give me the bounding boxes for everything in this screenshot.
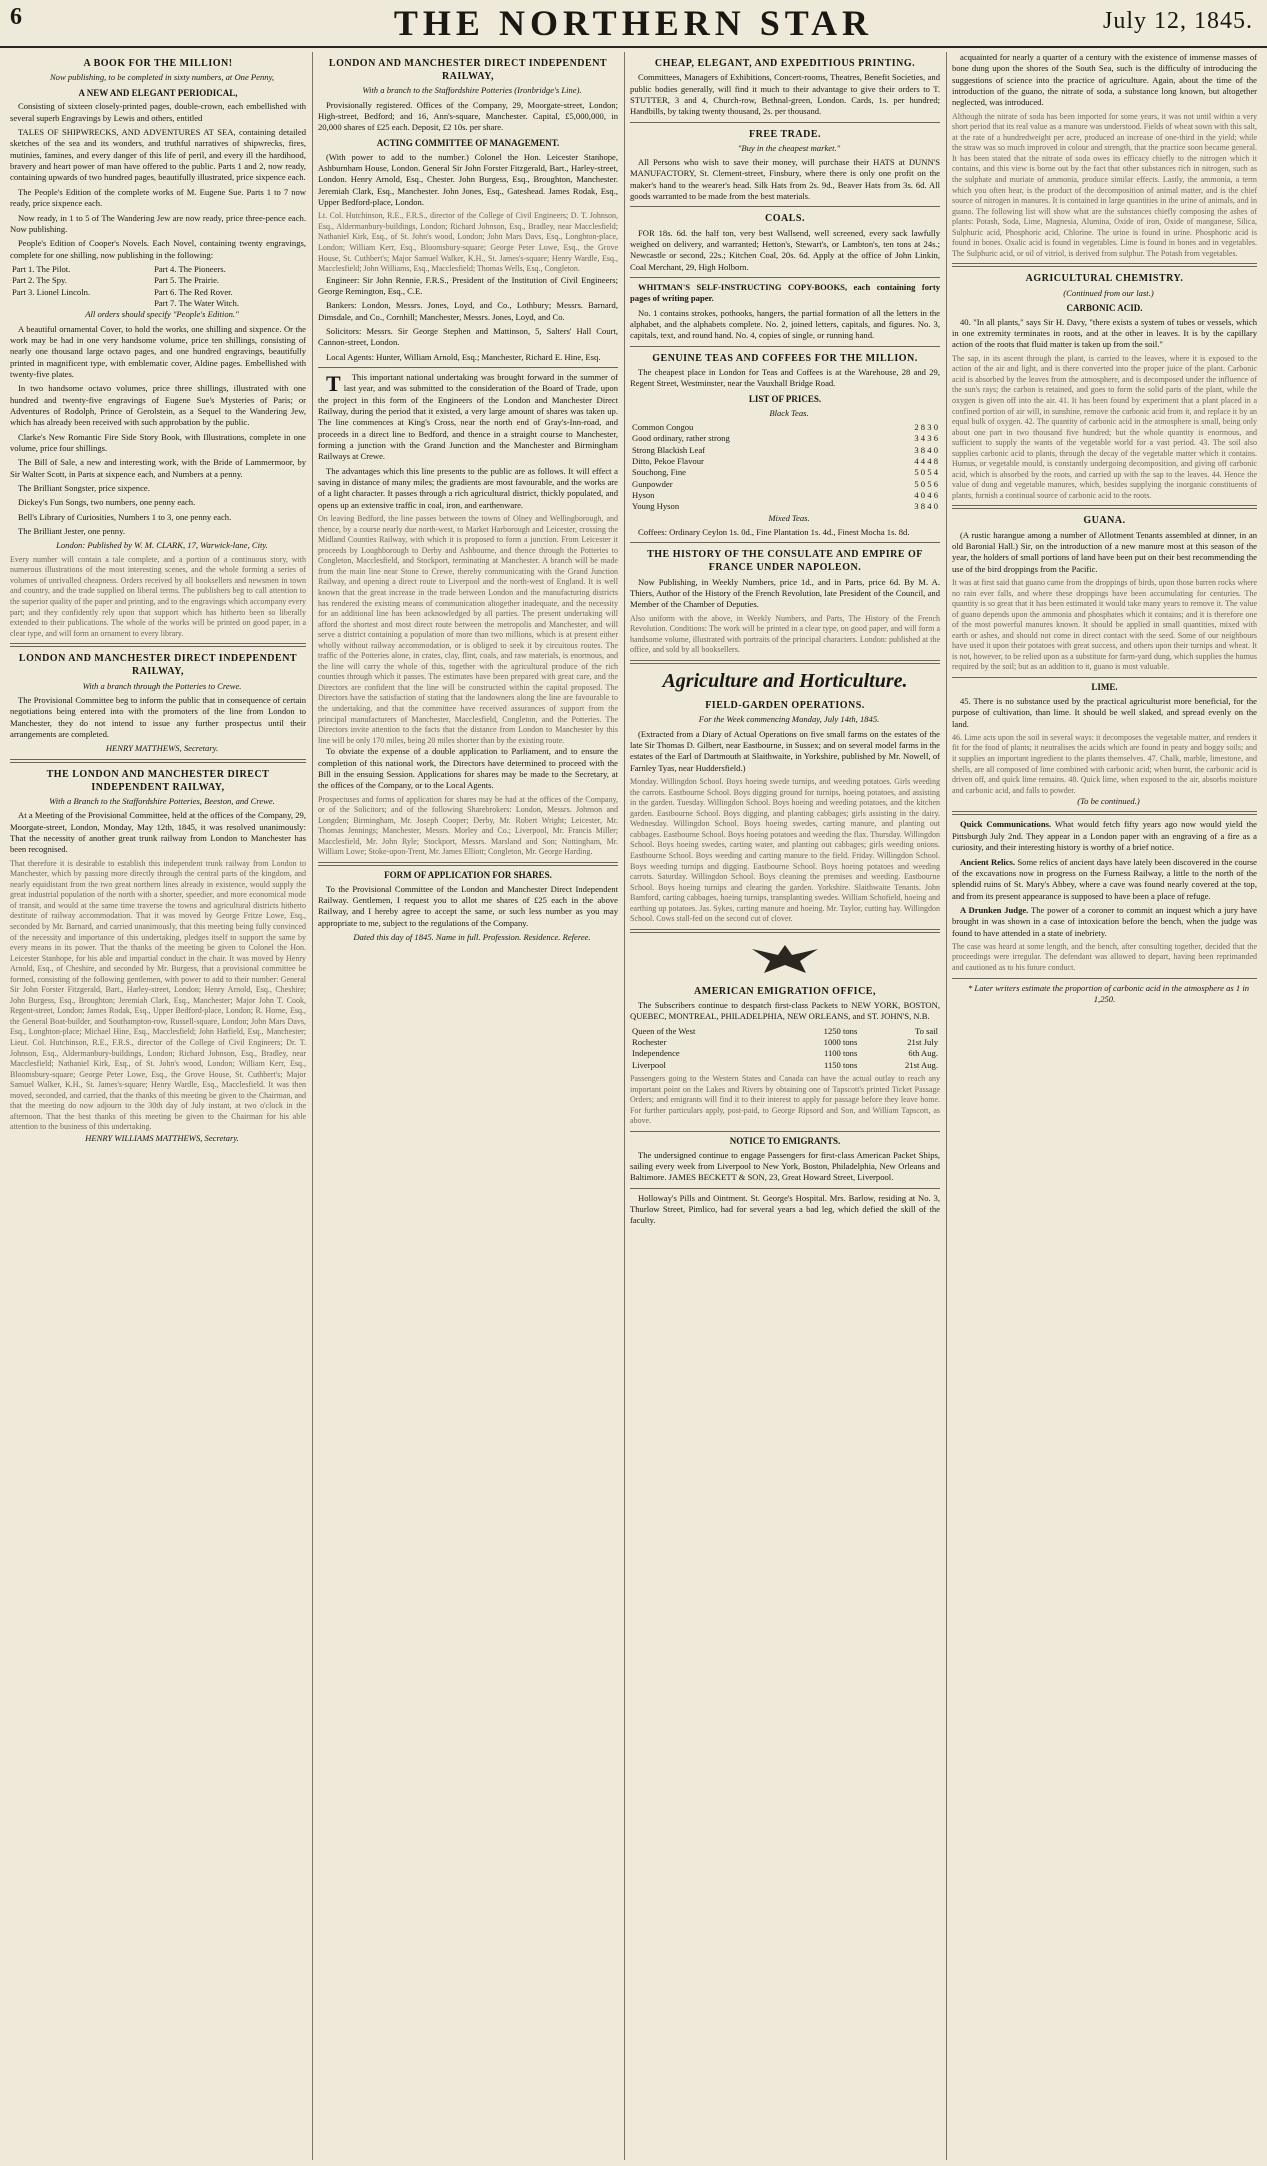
coals-text: FOR 18s. 6d. the half ton, very best Wallsend, well screened, every sack lawfully weighed on delivery, and warranted; Hetton's, Stewart's, or Lambton's, ten tons at 24s.; Newcastle or second, 22s.; Kitchen Coal, 20s. 6d. Apply at the office of John Linkin, Coal Merchant, 29, High Holborn. [630, 227, 940, 272]
guano-heading: GUANA. [1083, 515, 1126, 527]
dealers-note: All orders should specify "People's Edition." [85, 309, 239, 320]
chemistry-heading: AGRICULTURAL CHEMISTRY. [1025, 273, 1184, 285]
solicitors: Solicitors: Messrs. Sir George Stephen and Mattinson, 5, Salters' Hall Court, Cannon-street, London. [318, 326, 618, 348]
issue-date: July 12, 1845. [1102, 8, 1253, 34]
railway-capital: Provisionally registered. Offices of the Company, 29, Moorgate-street, London; High-street, Bedford; and 16, Ann's-square, Manchester. Capital, £5,000,000, in 20,000 shares of £25 each. Deposit, £2 10s. per share. [318, 99, 618, 133]
divider [952, 811, 1257, 815]
cooper-item: Part 2. The Spy. [12, 275, 67, 286]
form-text: To the Provisional Committee of the London and Manchester Direct Independent Railway. Gentlemen, I request you to allot me shares of £25 each in the above Railway, and I hereby agree to accept the same, or such less number as you may appropriate to me, subject to the regulations of the Company. [318, 883, 618, 928]
chemistry-text: 40. "In all plants," says Sir H. Davy, "there exists a system of tubes or vessels, which in one extremity terminates in roots, and at the other in leaves. It is by the capillary action of the roots that fluid matter is taken up from the soil." [952, 316, 1257, 350]
price-row: Common Congou 2 8 3 0 [632, 421, 938, 432]
divider [952, 505, 1257, 509]
divider [630, 929, 940, 933]
ship-row: Independence 1100 tons 6th Aug. [632, 1048, 938, 1059]
emigration-heading: AMERICAN EMIGRATION OFFICE, [694, 985, 876, 997]
column-4 [952, 52, 1257, 2160]
prospectus-text: T This important national undertaking was brought forward in the summer of last year, and was submitted to the consideration of the Board of Trade, upon the project in this form of the Engineers of the London and Manchester Direct Railway, during the period that it existed, a very large amount of shares was taken up. The line commences at King's Cross, near the north end of Gray's-Inn-road, and proceeds in a direct line to Bedford, and thence in a straight course to Manchester, forming a junction with the Grand Junction and the Manchester and Birmingham Railways at Crewe. [318, 371, 618, 462]
divider [630, 1131, 940, 1132]
divider [630, 542, 940, 543]
paragraph: Clarke's New Romantic Fire Side Story Book, with Illustrations, complete in one volume, price four shillings. [10, 431, 306, 454]
publisher-line: London: Published by W. M. CLARK, 17, Warwick-lane, City. [56, 540, 268, 551]
divider [952, 677, 1257, 678]
column-1 [10, 52, 306, 2160]
paragraph: The Brilliant Jester, one penny. [18, 526, 125, 537]
peoples-edition: The People's Edition of the complete works of M. Eugene Sue. Parts 1 to 7 now ready, price sixpence each. [10, 186, 306, 209]
body-text-block: The case was heard at some length, and the bench, after consulting together, decided that the proceedings were irregular. The defendant was allowed to depart, having been reprimanded and cautioned as to his future conduct. [952, 941, 1257, 973]
divider [952, 978, 1257, 979]
ship-row: Liverpool 1150 tons 21st Aug. [632, 1059, 938, 1070]
price-row: Good ordinary, rather strong 3 4 3 6 [632, 433, 938, 444]
divider [318, 367, 618, 368]
cheap-heading: CHEAP, ELEGANT, AND EXPEDITIOUS PRINTING. [654, 58, 916, 69]
masthead [0, 0, 1267, 48]
railway1-sub: With a branch through the Potteries to Crewe. [82, 680, 242, 691]
agriculture-heading: Agriculture and Horticulture. [662, 669, 908, 692]
eagle-emblem-icon [740, 939, 830, 979]
committee-text: (With power to add to the number.) Colonel the Hon. Leicester Stanhope, Ashburnham House, London. General Sir John Forster Fitzgerald, Bart., Harley-street, London. Henry Arnold, Esq., Chester. John Burgess, Esq., Broughton, Manchester. Jeremiah Clark, Esq., Manchester. John Jones, Esq., Gateshead. James Rodak, Esq., Upper Bedford-place, London. [318, 151, 618, 207]
drunken-judge: A Drunken Judge. The power of a coroner to commit an inquest which a jury have brought in was shown in a case of intoxication before the bench, when the judge was found to have attended in a state of inebriety. [952, 904, 1257, 938]
holloway-text: Holloway's Pills and Ointment. St. George's Hospital. Mrs. Barlow, residing at No. 3, Thurlow Street, Pimlico, had for several years a bad leg, which defied the skill of the faculty. [630, 1192, 940, 1226]
free-trade-tag: "Buy in the cheapest market." [737, 142, 841, 153]
paragraph: The Brilliant Songster, price sixpence. [18, 483, 150, 494]
cooper-item: Part 4. The Pioneers. [154, 263, 226, 274]
railway2-sub: With a Branch to the Staffordshire Potteries, Beeston, and Crewe. [49, 795, 275, 806]
railway1-text: The Provisional Committee beg to inform the public that in consequence of certain negotiations being entered into with the promoters of the line from London to Manchester, they do not intend to issue any further prospectus until their arrangements are completed. [10, 694, 306, 739]
cooper-item: Part 7. The Water Witch. [154, 297, 239, 308]
price-row: Souchong, Fine 5 0 5 4 [632, 467, 938, 478]
newspaper-title: THE NORTHERN STAR [393, 3, 874, 43]
prices-heading: LIST OF PRICES. [748, 393, 822, 404]
form-fields: Dated this day of 1845. Name in full. Profession. Residence. Referee. [353, 932, 591, 943]
divider [10, 759, 306, 763]
prospectus-text-2: The advantages which this line presents to the public are as follows. It will effect a saving in distance of many miles; the gradients are most favourable, and the works are of a light character. It passes through a rich agricultural district, thickly populated, and opens up an extensive traffic in coal, iron, and earthenware. [318, 465, 618, 510]
divider [952, 263, 1257, 267]
emigration-text: The Subscribers continue to despatch first-class Packets to NEW YORK, BOSTON, QUEBEC, MONTREAL, PHILADELPHIA, NEW ORLEANS, and ST. JOHN'S, N.B. [630, 1000, 940, 1022]
railway1-signature: HENRY MATTHEWS, Secretary. [105, 743, 219, 754]
body-text-block: Lt. Col. Hutchinson, R.E., F.R.S., director of the College of Civil Engineers; D. T. Johnson, Esq., Aldermanbury-buildings, London; Richard Johnson, Esq., Bradley, near Macclesfield; Nathaniel Kirk, Esq., of St. John's wood, London; John Mars Davs, Esq., Longhton-place, London; William Kerr, Esq., Bloomsbury-square; George Peter Lowe, Esq., the Grove House, St. Cuthbert's; Major Samuel Walker, K.H., St. James's-square; Henry Wardle, Esq., Macclesfield; John Williams, Esq., Macclesfield; Thomas Wells, Esq., Congleton. [318, 211, 618, 274]
free-trade-heading: FREE TRADE. [749, 128, 821, 140]
railway2-signature: HENRY WILLIAMS MATTHEWS, Secretary. [85, 1132, 239, 1143]
body-text-block: Every number will contain a tale complete, and a portion of a continuous story, with numerous illustrations of the most interesting scenes, and the whole forming a series of volumes of unrivalled cheapness. Orders received by all booksellers and newsmen in town and country, and the trade supplied on liberal terms. The publishers beg to call attention to the superior quality of the paper and printing, and to the engravings which accompany every part; and they confidently rely upon that support which has hitherto been so liberally extended to their publications. The whole of the works will be printed on good paper, in a clear type, and will form an ornament to every library. [10, 554, 306, 638]
chemistry-sub: (Continued from our last.) [1063, 287, 1154, 298]
history-text: Now Publishing, in Weekly Numbers, price 1d., and in Parts, price 6d. By M. A. Thiers, Author of the History of the French Revolution, late President of the Council, and Member of the Chamber of Deputies. [630, 576, 940, 610]
body-text-block: Passengers going to the Western States and Canada can have the actual outlay to reach any important point on the Lakes and Rivers by obtaining one of Tapscott's printed Ticket Passage Orders; and emigrants will find it to their interest to apply for passage before they leave home. For further particulars apply, post-paid, to George Ripsord and Son, and William Tapscott, as above. [630, 1074, 940, 1126]
body-text-block: Monday. Willingdon School. Boys hoeing swede turnips, and weeding potatoes. Girls weeding the carrots. Eastbourne School. Boys digging ground for turnips, hoeing potatoes, and assisting in the garden. Tuesday. Willingdon School. Boys hoeing and weeding potatoes, and the kitchen garden. Eastbourne School. Boys digging, and planting cabbages; girls assisting in the dairy. Wednesday. Willingdon School. Boys hoeing swedes, carting manure, and planting out cabbages. Eastbourne School. Boys hoeing potatoes and weeding the flax. Thursday. Willingdon School. Boys hoeing swedes, carting water, and planting out cabbages; girls weeding onions. Eastbourne School. Boys weeding and carting manure to the field. Friday. Willingdon School. Boys weeding turnips and digging. Eastbourne School. Boys hoeing potatoes and weeding carrots. Saturday. Willingdon School. Boys cleaning the premises and weeding. Eastbourne School. Boys hoeing turnips and clearing the garden. Yorkshire. Slaithwaite Tenants. John Bamford, carting cabbages, hoeing turnips, transplanting swedes. William Schofield, hoeing and earthing up potatoes. Jas. Sykes, carting manure and hoeing. Mr. Taylor, cutting hay. Willingdon School. Cows stall-fed on the second cut of clover. [630, 777, 940, 924]
cooper-item: Part 5. The Prairie. [154, 275, 220, 286]
periodical-text: Consisting of sixteen closely-printed pages, double-crown, each embellished with several superb Engravings by Lewis and others, entitled [10, 101, 306, 123]
footnote: * Later writers estimate the proportion of carbonic acid in the atmosphere as 1 in 1,250. [967, 982, 1250, 1004]
wandering-jew: Now ready, in 1 to 5 of The Wandering Jew are now ready, price three-pence each. Now publishing. [10, 212, 306, 234]
guano-text: (A rustic harangue among a number of Allotment Tenants assembled at dinner, in an old Baronial Hall.) Sir, on the introduction of a new manure most at this season of the year, the holders of small portions of land have been put on their best recommending the use of the bird droppings from the Pacific. [952, 529, 1257, 574]
teas-text: The cheapest place in London for Teas and Coffees is at the Warehouse, 28 and 29, Regent Street, Westminster, near the Vauxhall Bridge Road. [630, 366, 940, 389]
price-row: Strong Blackish Leaf 3 8 4 0 [632, 444, 938, 455]
divider [630, 277, 940, 278]
prices-sub: Black Teas. [769, 407, 809, 418]
column-rule [624, 52, 625, 2160]
body-text-block: It was at first said that guano came from the droppings of birds, upon those barren rocks where no rain ever falls, and where these droppings have been accumulating for centuries. The quantity is so great that it has been estimated it would take many years to remove it. The value of guano depends upon the ammonia and phosphates which it contains; and it is therefore one of the most powerful manures known. It should be applied in small quantities, mixed with earth or ashes, and should not come in direct contact with the seed. Some of our neighbours have used it upon their potatoes with great success, and others upon their turnips and wheat. It is not, however, to be relied upon as a substitute for farm-yard dung, which supplies the humus required by the soil; but as an addition to it, guano is most valuable. [952, 578, 1257, 672]
prospectus-text-3: To obviate the expense of a double application to Parliament, and to ensure the completion of this national work, the Directors have determined to proceed with the Bill in the ensuing Session. Applications for shares may be made to the Secretary, at the offices of the Company, or to the Local Agents. [318, 746, 618, 791]
free-trade-text: All Persons who wish to save their money, will purchase their HATS at DUNN'S MANUFACTORY, St. Clement-street, Finsbury, where there is only one profit on the maker's hand to the wearer's head. Silk Hats from 2s. 9d., Beaver Hats from 3s. 6d. All goods warranted to be made from the best materials. [630, 157, 940, 202]
agents: Local Agents: Hunter, William Arnold, Esq.; Manchester, Richard E. Hine, Esq. [326, 351, 601, 362]
price-row: Hyson 4 0 4 6 [632, 489, 938, 500]
divider [630, 1188, 940, 1189]
tales-text: TALES OF SHIPWRECKS, AND ADVENTURES AT SEA, containing detailed sketches of the sea and its wonders, and truthful narratives of shipwrecks, fires, mutinies, famines, and every danger of this life of peril, and every ill the hardihood, bravery and heart power of man have offered to the public. Parts 1 and 2, now ready, containing upwards of two hundred pages, beautifully illustrated, price sixpence each. [10, 127, 306, 183]
copy-text: No. 1 contains strokes, pothooks, hangers, the partial formation of all the letters in the alphabet, and the alphabets complete. No. 2, joined letters, capitals, and figures. No. 3, capitals, text, and round hand. No. 4, copies of single, or running hand. [630, 307, 940, 341]
page-number: 6 [10, 4, 22, 30]
body-text-block: Prospectuses and forms of application for shares may be had at the offices of the Company, or of the Solicitors; and of the following Sharebrokers: London, Messrs. Johnson and Longden; Birmingham, Mr. Joseph Cooper; Derby, Mr. Robert Wright; Leicester, Mr. Thomas Jennings; Manchester, Messrs. Morley and Co.; Liverpool, Mr. Francis Miller; Macclesfield, Mr. John Ryle; Stockport, Messrs. Marsland and Son; Nottingham, Mr. William Lowe; Stoke-upon-Trent, Mr. James Elliott; Congleton, Mr. George Harding. [318, 794, 618, 857]
body-text-block: The sap, in its ascent through the plant, is carried to the leaves, where it is exposed to the action of the air and light, and is there converted into the proper juice of the plant. Carbonic acid is absorbed by the leaves from the atmosphere, and is decomposed under the influence of the sun's rays; the carbon is retained, and goes to form the solid parts of the plant, while the oxygen is given off into the air. 41. It has been found by experiment that a plant placed in a confined portion of air will, in sunshine, remove the carbonic acid from it, and replace it by an equal bulk of oxygen. 42. The quantity of carbonic acid in the atmosphere is small, being only about one part in two thousand five hundred; but the whole quantity is enormous, and sufficient to supply the wants of the vegetable world for a vast period. 43. The soil also supplies carbonic acid to plants, through the decay of the vegetable matter which it contains. Humus, or vegetable mould, is constantly undergoing decomposition, and giving off carbonic acid, which is absorbed by the roots, and carried up with the sap to the leaves. 44. Hence the value of dung and vegetable manures, which, besides supplying the inorganic constituents of plants, furnish a continual source of carbonic acid to the roots. [952, 353, 1257, 500]
divider [630, 660, 940, 664]
lime-text: 45. There is no substance used by the practical agriculturist more beneficial, for the purpose of cultivation, than lime. It should be well slaked, and spread evenly on the land. [952, 695, 1257, 729]
price-row: Young Hyson 3 8 4 0 [632, 501, 938, 512]
coffees-text: Coffees: Ordinary Ceylon 1s. 0d., Fine Plantation 1s. 4d., Finest Mocha 1s. 8d. [638, 526, 910, 537]
paragraph: Bell's Library of Curiosities, Numbers 1 to 3, one penny each. [18, 511, 232, 522]
notice-text: The undersigned continue to engage Passengers for first-class American Packet Ships, sailing every week from Liverpool to New York, Boston, Philadelphia, New Orleans and Baltimore. JAMES BECKETT & SON, 23, Great Howard Street, Liverpool. [630, 1149, 940, 1183]
field-sub: For the Week commencing Monday, July 14th, 1845. [698, 714, 880, 725]
book-heading: A BOOK FOR THE MILLION! [83, 58, 233, 69]
ancient-relics: Ancient Relics. Some relics of ancient days have lately been discovered in the course of the excavations now in progress on the Furness Railway, a little to the north of the splendid ruins of St. Mary's Abbey, where a cave was found nearly covered at the top, and from its present appearance is supposed to have been a place of refuge. [952, 856, 1257, 901]
to-be-continued: (To be continued.) [1077, 796, 1140, 807]
railway1-heading: LONDON AND MANCHESTER DIRECT INDEPENDENT RAILWAY, [18, 653, 298, 678]
column-rule [946, 52, 947, 2160]
price-row: Ditto, Pekoe Flavour 4 4 4 8 [632, 455, 938, 466]
cheap-text: Committees, Managers of Exhibitions, Concert-rooms, Theatres, Benefit Societies, and public bodies generally, will find it much to their advantage to give their orders to T. STUTTER, 3 and 4, Church-row, Bethnal-green, London. Cards, 1s. per hundred; Handbills, by taking twenty thousand, 2s. per thousand. [630, 72, 940, 117]
railway-heading: LONDON AND MANCHESTER DIRECT INDEPENDENT RAILWAY, [328, 58, 608, 83]
column-3 [630, 52, 940, 2160]
ship-table [630, 1026, 940, 1071]
cooper-heading: People's Edition of Cooper's Novels. Each Novel, containing twenty engravings, complete for one shilling, now publishing in the following: [10, 238, 306, 260]
chemistry-label: CARBONIC ACID. [1066, 302, 1143, 313]
quick-communications: Quick Communications. What would fetch fifty years ago now would yield the Pittsburgh July 2nd. They appear in a London paper with an engraving of a fire as a curiosity, and their interesting history is worthy of a brief notice. [952, 819, 1257, 853]
paragraph: A beautiful ornamental Cover, to hold the works, one shilling and sixpence. Or the work may be had in one very handsome volume, price ten shillings, consisting of nearly one thousand large octavo pages, and one hundred engravings, beautifully printed in magnificent type, with emblematic cover, Aldine pages. Embellished with twenty-five plates. [10, 323, 306, 379]
divider [630, 346, 940, 347]
ship-row: Rochester 1000 tons 21st July [632, 1037, 938, 1048]
railway2-text: At a Meeting of the Provisional Committee, held at the offices of the Company, 29, Moorgate-street, London, Monday, May 12th, 1845, it was resolved unanimously: That the necessity of another great trunk railway from London to Manchester has been recognised. [10, 810, 306, 855]
price-list [630, 422, 940, 513]
railway2-heading: THE LONDON AND MANCHESTER DIRECT INDEPENDENT RAILWAY, [46, 768, 270, 793]
paragraph: In two handsome octavo volumes, price three shillings, illustrated with one hundred and twenty-five engravings of Eugene Sue's Mysteries of Paris; or Adventures of Rodolph, Prince of Gerolstein, as a Sequel to the Wandering Jew, which has already been received with such approbation by the public. [10, 383, 306, 428]
cooper-item: Part 6. The Red Rover. [154, 286, 233, 297]
railway-sub: With a branch to the Staffordshire Potteries (Ironbridge's Line). [362, 85, 582, 96]
field-text: (Extracted from a Diary of Actual Operations on five small farms on the estates of the late Sir Thomas D. Gilbert, near Eastbourne, in Sussex; and on several model farms in the estates of the Earl of Dartmouth at Slaithwaite, in Yorkshire, published by Mr. Nowell, of Farnley Tyas, near Huddersfield.) [630, 728, 940, 773]
body-text-block: That therefore it is desirable to establish this independent trunk railway from London to Manchester, which by passing more directly through the central parts of the kingdom, and nearly equidistant from the two great northern lines already in existence, would supply the great industrial population of the north with a shorter, speedier, and more economical mode of transit, and would at the same time traverse the towns and agricultural districts hitherto destitute of railway accommodation. That it was moved by George Fritze Lowe, Esq., seconded by Mr. Barnard, and carried unanimously, that this meeting being fully convinced of the necessity and importance of this undertaking, pledges itself to support the same by every means in its power. That the thanks of the meeting be given to Colonel the Hon. Leicester Stanhope, for his able and impartial conduct in the chair. It was moved by Henry Arnold, Esq., of Cheshire, and seconded by Mr. Burgess, that a provisional committee be formed, consisting of the following gentlemen, with power to add to their number: General Sir John Forster Fitzgerald, Bart., Harley-street, London; Henry Arnold, Esq., Cheshire; John Burgess, Esq., Broughton; Jeremiah Clark, Esq., Manchester; Major John T. Cook, Regent-street, London; James Rodak, Esq., Upper Bedford-place, London; R. Horne, Esq., the General Boat-builder, and Southampton-row, Russell-square, London; John Mars Davs, Esq., Longhton-place; Michael Hine, Esq., Macclesfield; John Hatfield, Esq., Manchester; Lieut. Col. Hutchinson, R.E., F.R.S., director of the College of Civil Engineers; Dr. T. Johnson, Esq., Aldermanbury-buildings, London; Richard Johnson, Esq., Bradley, near Macclesfield; Nathaniel Kirk, Esq., of St. John's wood, London; William Kerr, Esq., Bloomsbury-square; George Peter Lowe, Esq., the Grove House, St. Cuthbert's; Major Samuel Walker, K.H., St. James's-square; Henry Wardle, Esq., Macclesfield. It was then moved, seconded, and carried, that the thanks of this meeting be given to the Chairman, and that the meeting do now adjourn to the 30th day of July instant, at two o'clock in the afternoon. That the best thanks of this meeting be given to the Chairman for his able attention to the business of this undertaking. [10, 858, 306, 1132]
committee-heading: ACTING COMMITTEE OF MANAGEMENT. [376, 137, 560, 148]
engineer: Engineer: Sir John Rennie, F.R.S., President of the Institution of Civil Engineers; George Remington, Esq., C.E. [318, 274, 618, 296]
divider [630, 206, 940, 207]
price-row: Gunpowder 5 0 5 6 [632, 478, 938, 489]
body-text-block: On leaving Bedford, the line passes between the towns of Olney and Wellingborough, and thence, by a course nearly due north-west, to Market Harborough and Leicester, crossing the Midland Counties Railway, with which it is proposed to form a junction. From Leicester it proceeds by Loughborough to Derby and Ashbourne, and thence through the Potteries to Congleton, Macclesfield, and Stockport, terminating at Manchester. A branch will be made from the main line near Stone to Crewe, thereby communicating with the Grand Junction Railway, and opening a direct route to Liverpool and the north-west of England. It is well known that the great increase in the trade between London and the manufacturing districts has rendered the existing means of communication altogether inadequate, and the necessity for an additional line has been acknowledged by all parties. The present undertaking will afford the shortest and most direct route between the metropolis and Manchester, and will serve a district containing a population of more than two millions, which is at present either wholly without railway accommodation, or is obliged to seek it by circuitous routes. The traffic of the Potteries alone, in crates, clay, flint, coals, and raw materials, is enormous, and the line will carry the whole of this, together with the agricultural produce of the rich counties through which it passes. The estimates have been prepared with great care, and the Directors are confident that the line will be constructed within the capital proposed. The Directors have the satisfaction of stating that the landowners along the line are favourable to the undertaking, and that the committee have received assurances of support from the principal manufacturers of Manchester, Macclesfield, Congleton, and the Potteries. The Directors invite attention to the facts that the distance from London to Manchester by this line will be only 170 miles, being 20 miles shorter than by the existing route. [318, 514, 618, 745]
bankers: Bankers: London, Messrs. Jones, Loyd, and Co., Lothbury; Messrs. Barnard, Dimsdale, and Co., Cornhill; Manchester, Messrs. Jones, Loyd, and Co. [318, 300, 618, 322]
divider [630, 122, 940, 123]
coals-heading: COALS. [765, 213, 805, 225]
ship-row: Queen of the West 1250 tons To sail [632, 1025, 938, 1036]
cooper-list [10, 264, 306, 309]
column-2 [318, 52, 618, 2160]
paragraph: Dickey's Fun Songs, two numbers, one penny each. [18, 497, 196, 508]
periodical-heading: A NEW AND ELEGANT PERIODICAL, [78, 87, 238, 98]
divider [318, 862, 618, 866]
cooper-item: Part 3. Lionel Lincoln. [12, 286, 91, 297]
operations-text: acquainted for nearly a quarter of a century with the existence of immense masses of bone dung upon the shores of the South Sea, such is the difficulty of introducing the suggestions of science into the practice of agriculture. Again, about the time of the introduction of the guano, the nitrate of soda, a substance long known, but altogether neglected, was introduced. [952, 52, 1257, 108]
paragraph: The Bill of Sale, a new and interesting work, with the Bride of Lammermoor, by Sir Walter Scott, in Parts at sixpence each, and Numbers at a penny. [10, 457, 306, 479]
column-rule [312, 52, 313, 2160]
history-heading: THE HISTORY OF THE CONSULATE AND EMPIRE OF FRANCE UNDER NAPOLEON. [647, 549, 923, 574]
body-text-block: Although the nitrate of soda has been imported for some years, it was not until within a very short period that its real value as a manure was understood. Fields of wheat sown with this salt, at the rate of a hundredweight per acre, produced an increase of one-third in the yield; while the straw was so much improved in colour and strength, that the practice soon became general. It has been stated that the nitrate of soda owes its efficacy chiefly to the nitrogen which it contains, and this view is borne out by the fact that other substances rich in nitrogen, such as the sulphate and muriate of ammonia, produce similar effects. Lastly, the ammonia, a term which you often hear, is the product of the decomposition of animal matter, and is the chief source of nitrogen in manures. It is contained in large quantities in the urine of animals, and in guano. The following list will show what are the substances chiefly composing the ashes of plants: Potash, Soda, Lime, Magnesia, Alumina, Oxide of iron, Oxide of manganese, Silica, Sulphuric acid, Phosphoric acid, Chlorine. The urine is found in urine. Phosphoric acid is found in bones. Oxalic acid is found in vegetables. Lime is found in bones and in vegetables. The Sulphuric acid, or oil of vitriol, is derived from sulphur. The Potash from vegetables. [952, 111, 1257, 258]
teas-heading: GENUINE TEAS AND COFFEES FOR THE MILLION. [652, 352, 918, 364]
cooper-item: Part 1. The Pilot. [12, 263, 71, 274]
coffees-heading: Mixed Teas. [768, 512, 810, 523]
lime-heading: LIME. [1091, 681, 1118, 692]
divider [10, 643, 306, 647]
body-text-block: 46. Lime acts upon the soil in several ways: it decomposes the vegetable matter, and renders it fit for the food of plants; it neutralises the acids which are found in peaty and boggy soils; and it supplies an important ingredient to the plants themselves. 47. Chalk, marble, limestone, and shells, are all composed of lime combined with carbonic acid; when burnt, the carbonic acid is driven off, and quick lime remains. 48. Quick lime, when exposed to the air, absorbs moisture and carbonic acid, and falls to powder. [952, 732, 1257, 795]
body-text-block: Also uniform with the above, in Weekly Numbers, and Parts, The History of the French Revolution. Conditions: The work will be printed in a clear type, on good paper, and will form a handsome volume, illustrated with portraits of the principal characters. London: published at the office, and sold by all booksellers. [630, 613, 940, 655]
copy-heading: WHITMAN'S SELF-INSTRUCTING COPY-BOOKS, each containing forty pages of writing paper. [630, 282, 940, 304]
form-heading: FORM OF APPLICATION FOR SHARES. [384, 869, 552, 880]
notice-heading: NOTICE TO EMIGRANTS. [729, 1135, 841, 1146]
field-heading: FIELD-GARDEN OPERATIONS. [705, 700, 865, 712]
book-sub: Now publishing, to be completed in sixty numbers, at One Penny, [49, 72, 275, 83]
